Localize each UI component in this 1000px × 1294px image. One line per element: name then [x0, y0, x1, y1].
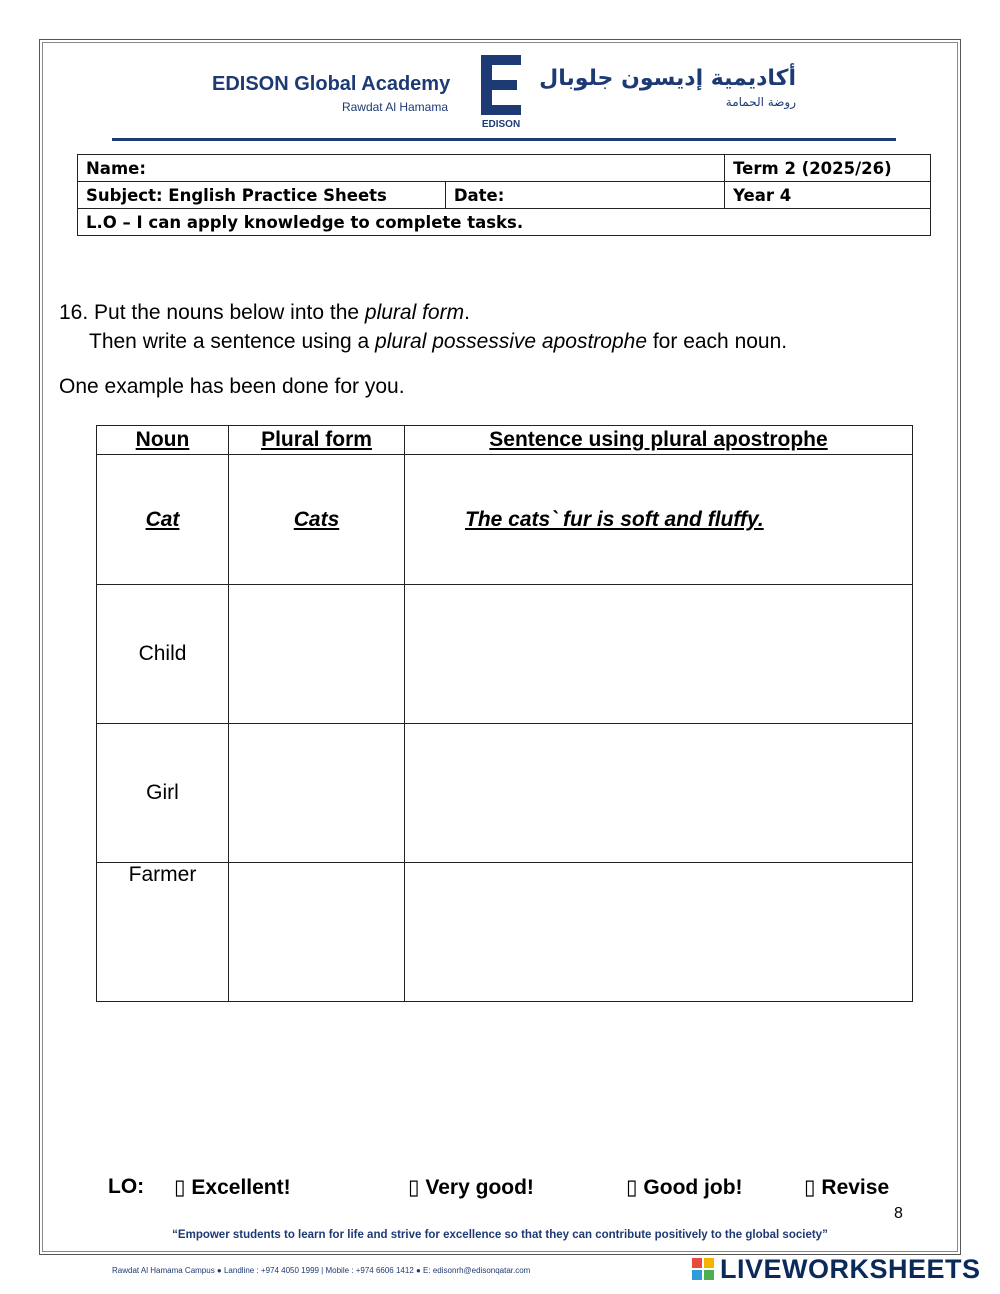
example-noun: Cat — [97, 455, 229, 585]
checkbox-icon[interactable]: ▯ — [408, 1176, 420, 1199]
sentence-answer-cell[interactable] — [405, 863, 913, 1002]
edison-logo — [478, 55, 524, 133]
question-instructions — [59, 298, 787, 356]
option-label: Good job! — [643, 1176, 743, 1199]
table-row — [97, 724, 913, 863]
q2-emphasis: plural possessive apostrophe — [375, 330, 648, 353]
option-good-job[interactable] — [626, 1175, 743, 1200]
question-line-2 — [59, 327, 787, 356]
header-sentence: Sentence using plural apostrophe — [405, 426, 913, 455]
example-row — [97, 455, 913, 585]
learning-objective: L.O – I can apply knowledge to complete tasks. — [78, 209, 931, 236]
noun-cell: Child — [97, 585, 229, 724]
checkbox-icon[interactable]: ▯ — [174, 1176, 186, 1199]
liveworksheets-logo-icon — [692, 1258, 716, 1280]
q1-end: . — [464, 301, 470, 324]
q2-end: for each noun. — [647, 330, 788, 353]
year-cell: Year 4 — [725, 182, 931, 209]
noun-cell: Farmer — [97, 863, 229, 1002]
example-note: One example has been done for you. — [59, 375, 405, 398]
q2-text: Then write a sentence using a — [89, 330, 376, 353]
student-info-table — [77, 154, 931, 236]
campus-name: Rawdat Al Hamama — [341, 100, 448, 114]
option-excellent[interactable] — [174, 1175, 291, 1200]
table-row — [97, 585, 913, 724]
page-number: 8 — [894, 1205, 903, 1222]
logo-word: EDISON — [481, 119, 521, 130]
edison-e-icon — [478, 55, 524, 117]
watermark-text: LIVEWORKSHEETS — [720, 1254, 981, 1284]
checkbox-icon[interactable]: ▯ — [626, 1176, 638, 1199]
q1-emphasis: plural form — [364, 301, 465, 324]
school-name: EDISON Global Academy — [212, 73, 451, 95]
example-sentence: The cats` fur is soft and fluffy. — [405, 455, 913, 585]
date-field[interactable]: Date: — [445, 182, 724, 209]
school-name-ar: أكاديمية إديسون جلوبال — [539, 66, 796, 91]
option-revise[interactable] — [804, 1175, 889, 1200]
liveworksheets-watermark — [692, 1254, 992, 1284]
table-row — [97, 863, 913, 1002]
question-line-1 — [59, 298, 787, 327]
school-name-english — [212, 73, 451, 114]
name-field[interactable]: Name: — [78, 155, 725, 182]
campus-name-ar: روضة الحمامة — [725, 95, 796, 109]
header-noun: Noun — [97, 426, 229, 455]
sentence-answer-cell[interactable] — [405, 585, 913, 724]
contact-footer: Rawdat Al Hamama Campus ● Landline : +974 4050 1999 | Mobile : +974 6606 1412 ● E: edisonrh@edisonqatar.com — [112, 1266, 531, 1275]
noun-cell: Girl — [97, 724, 229, 863]
option-label: Excellent! — [191, 1176, 291, 1199]
plural-answer-cell[interactable] — [229, 585, 405, 724]
plural-nouns-table — [96, 425, 913, 1002]
school-name-arabic — [539, 66, 796, 109]
school-motto: “Empower students to learn for life and strive for excellence so that they can contribute positively to the global society” — [172, 1229, 828, 1241]
header-divider — [112, 138, 896, 141]
subject-cell: Subject: English Practice Sheets — [78, 182, 446, 209]
option-very-good[interactable] — [408, 1175, 534, 1200]
checkbox-icon[interactable]: ▯ — [804, 1176, 816, 1199]
term-cell: Term 2 (2025/26) — [725, 155, 931, 182]
q1-text: 16. Put the nouns below into the — [59, 301, 365, 324]
plural-answer-cell[interactable] — [229, 724, 405, 863]
example-plural: Cats — [229, 455, 405, 585]
header-plural: Plural form — [229, 426, 405, 455]
sentence-answer-cell[interactable] — [405, 724, 913, 863]
option-label: Very good! — [425, 1176, 534, 1199]
assessment-label: LO: — [108, 1175, 145, 1198]
plural-answer-cell[interactable] — [229, 863, 405, 1002]
option-label: Revise — [821, 1176, 890, 1199]
